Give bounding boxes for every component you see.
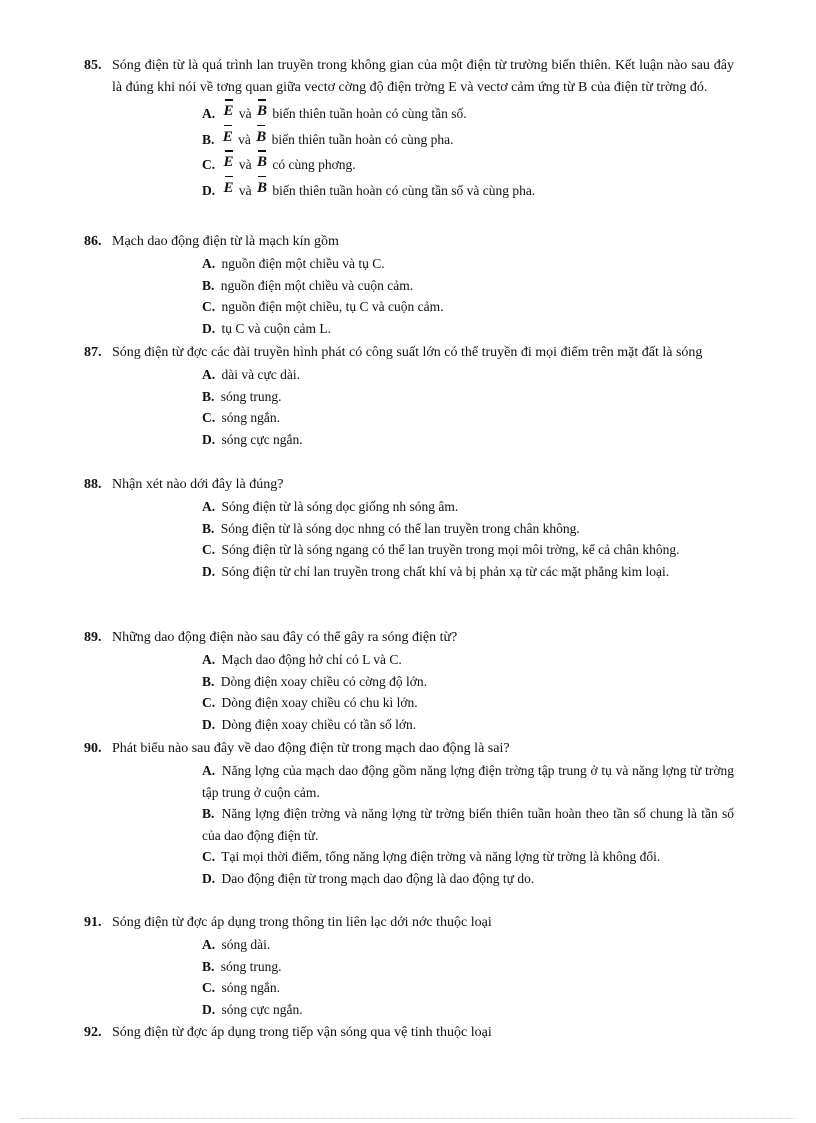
option-d: D. Sóng điện từ chỉ lan truyền trong chất khí và bị phản xạ từ các mặt phẳng kim loại.: [202, 563, 670, 579]
option-c: C. E và B có cùng phơng.: [202, 150, 734, 176]
question-text: Sóng điện từ đợc áp dụng trong tiếp vận sóng qua vệ tinh thuộc loại: [112, 1025, 492, 1040]
question-86: [84, 231, 734, 339]
option-b: B. E và B biến thiên tuần hoàn có cùng pha.: [202, 125, 734, 151]
question-text: Sóng điện từ đợc áp dụng trong thông tin liên lạc dới nớc thuộc loại: [112, 915, 492, 930]
option-d: D. E và B biến thiên tuần hoàn có cùng tần số và cùng pha.: [202, 176, 734, 202]
option-a: A. dài và cực dài.: [202, 367, 301, 382]
option-a: A. Mạch dao động hở chỉ có L và C.: [202, 652, 402, 667]
vector-b: B: [257, 176, 267, 200]
option-c: C. nguồn điện một chiều, tụ C và cuộn cảm.: [202, 299, 444, 314]
option-a: A. Năng lợng của mạch dao động gồm năng lợng điện trờng tập trung ở tụ và năng lợng từ trờng tập trung ở cuộn cảm.: [202, 763, 735, 800]
question-92: [84, 1022, 734, 1044]
question-text: Những dao động điện nào sau đây có thể gây ra sóng điện từ?: [112, 630, 458, 645]
page-bottom-divider: [20, 1118, 796, 1119]
question-85: [84, 55, 734, 201]
option-b: B. sóng trung.: [202, 958, 282, 974]
vector-e: E: [224, 99, 234, 123]
question-number: 87.: [84, 345, 102, 360]
option-d: D. sóng cực ngắn.: [202, 431, 303, 447]
option-c: C. Sóng điện từ là sóng ngang có thể lan truyền trong mọi môi trờng, kể cả chân không.: [202, 542, 680, 557]
option-d: D. Dao động điện từ trong mạch dao động là dao động tự do.: [202, 870, 535, 886]
option-b: B. nguồn điện một chiều và cuộn cảm.: [202, 277, 414, 293]
option-c: C. sóng ngắn.: [202, 980, 280, 995]
options-list: [202, 760, 734, 889]
question-text: Nhận xét nào dới đây là đúng?: [112, 477, 284, 492]
question-89: [84, 627, 734, 735]
option-b: B. Sóng điện từ là sóng dọc nhng có thể lan truyền trong chân không.: [202, 520, 580, 536]
option-b: B. Dòng điện xoay chiều có cờng độ lớn.: [202, 673, 427, 689]
question-text: Sóng điện từ là quá trình lan truyền trong không gian của một điện từ trường biến thiên. Kết luận nào sau đây là đúng khi nói về tơng quan giữa vectơ cờng độ điện trờng E và vectơ cảm ứng từ B của điện từ trờng đó.: [112, 58, 734, 95]
vector-e: E: [223, 125, 233, 149]
option-c: C. Tại mọi thời điểm, tổng năng lợng điện trờng và năng lợng từ trờng là không đổi.: [202, 849, 661, 864]
option-a: A. nguồn điện một chiều và tụ C.: [202, 256, 385, 271]
option-d: D. tụ C và cuộn cảm L.: [202, 320, 331, 336]
question-number: 91.: [84, 915, 102, 930]
option-d: D. Dòng điện xoay chiều có tần số lớn.: [202, 716, 417, 732]
question-text: Phát biểu nào sau đây về dao động điện từ trong mạch dao động là sai?: [112, 741, 510, 756]
question-number: 89.: [84, 630, 102, 645]
option-b: B. sóng trung.: [202, 388, 282, 404]
options-list: [202, 99, 734, 201]
question-number: 90.: [84, 741, 102, 756]
options-list: [202, 253, 734, 339]
question-number: 92.: [84, 1025, 102, 1040]
option-c: C. Dòng điện xoay chiều có chu kì lớn.: [202, 695, 418, 710]
question-90: [84, 738, 734, 889]
question-number: 88.: [84, 477, 102, 492]
vector-b: B: [257, 99, 267, 123]
question-text: Mạch dao động điện từ là mạch kín gồm: [112, 234, 339, 249]
question-87: [84, 342, 734, 450]
vector-e: E: [224, 176, 234, 200]
question-text: Sóng điện từ đợc các đài truyền hình phát có công suất lớn có thể truyền đi mọi điểm trên mặt đất là sóng: [112, 345, 703, 360]
options-list: [202, 496, 734, 582]
option-d: D. sóng cực ngắn.: [202, 1001, 303, 1017]
option-b: B. Năng lợng điện trờng và năng lợng từ trờng biến thiên tuần hoàn theo tần số chung là tần số của dao động điện từ.: [202, 806, 735, 843]
option-a: A. Sóng điện từ là sóng dọc giống nh sóng âm.: [202, 499, 459, 514]
option-c: C. sóng ngắn.: [202, 410, 280, 425]
question-91: [84, 912, 734, 1020]
question-88: [84, 474, 734, 582]
options-list: [202, 649, 734, 735]
option-a: A. sóng dài.: [202, 937, 271, 952]
vector-e: E: [224, 150, 234, 174]
option-a: A. E và B biến thiên tuần hoàn có cùng tần số.: [202, 99, 734, 125]
vector-b: B: [257, 150, 267, 174]
options-list: [202, 364, 734, 450]
question-number: 85.: [84, 58, 102, 73]
vector-b: B: [256, 125, 266, 149]
options-list: [202, 934, 734, 1020]
question-number: 86.: [84, 234, 102, 249]
